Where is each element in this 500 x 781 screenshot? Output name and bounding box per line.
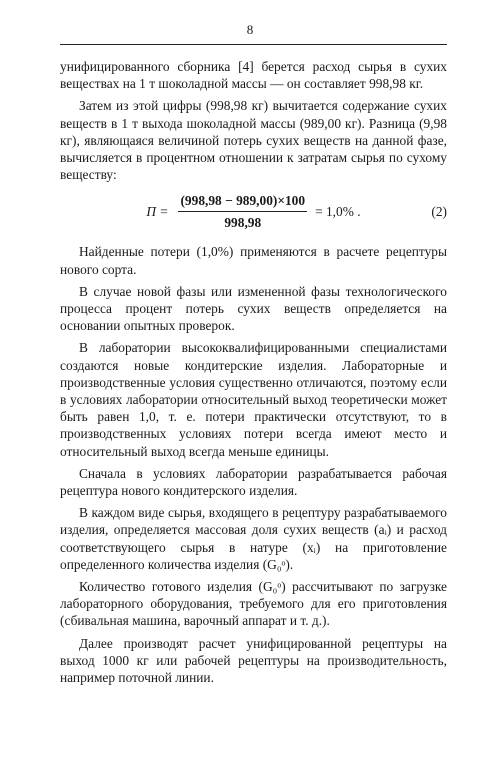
equation-number: (2) [431,203,447,219]
formula-fraction [178,192,307,231]
paragraph-6: Сначала в условиях лаборатории разрабатывается рабочая рецептура нового кондитерского изделия. [60,465,447,499]
paragraph-3: Найденные потери (1,0%) применяются в расчете рецептуры нового сорта. [60,244,447,277]
formula-numerator: (998,98 − 989,00)×100 [178,192,307,212]
document-body [60,58,447,691]
formula-rhs: = 1,0% . [315,203,361,219]
formula-lhs: П = [146,203,169,219]
paragraph-5: В лаборатории высококвалифицированными специалистами создаются новые кондитерские изделия. Лабораторные и производственные условия существенно отличаются, поэтому если в условиях лаборатории относительный выход теоретически может быть равен 1,0, т. е. потери практически отсутствуют, то в производственных условиях потери всегда имеют место и относительный выход всегда меньше единицы. [60,340,447,459]
header-rule [60,44,447,45]
formula-2 [60,191,447,231]
paragraph-4: В случае новой фазы или измененной фазы технологического процесса процент потерь сухих веществ определяется на основании опытных проверок. [60,283,447,334]
paragraph-1: унифицированного сборника [4] берется расход сырья в сухих веществах на 1 т шоколадной массы — он составляет 998,98 кг. [60,59,447,92]
paragraph-8: Количество готового изделия (G₀ᵒ) рассчитывают по загрузке лабораторного оборудования, требуемого для его приготовления (сбивальная машина, варочный аппарат и т. д.). [60,579,447,629]
formula-denominator: 998,98 [224,214,262,230]
paragraph-2: Затем из этой цифры (998,98 кг) вычитается содержание сухих веществ в 1 т выхода шоколадной массы (989,00 кг). Разница (9,98 кг), являющаяся величиной потерь сухих веществ на данной фазе, вычисляется в процентном отношении к затратам сырья по сухому веществу: [60,98,447,183]
paragraph-9: Далее производят расчет унифицированной рецептуры на выход 1000 кг или рабочей рецептуры на производительность, например поточной линии. [60,635,447,686]
page-number: 8 [246,22,254,37]
paragraph-7: В каждом виде сырья, входящего в рецептуру разрабатываемого изделия, определяется массовая доля сухих веществ (aᵢ) и расход соответствующего сырья в натуре (xᵢ) на приготовление определенного количества изделия (G₀ᵒ). [60,505,447,572]
